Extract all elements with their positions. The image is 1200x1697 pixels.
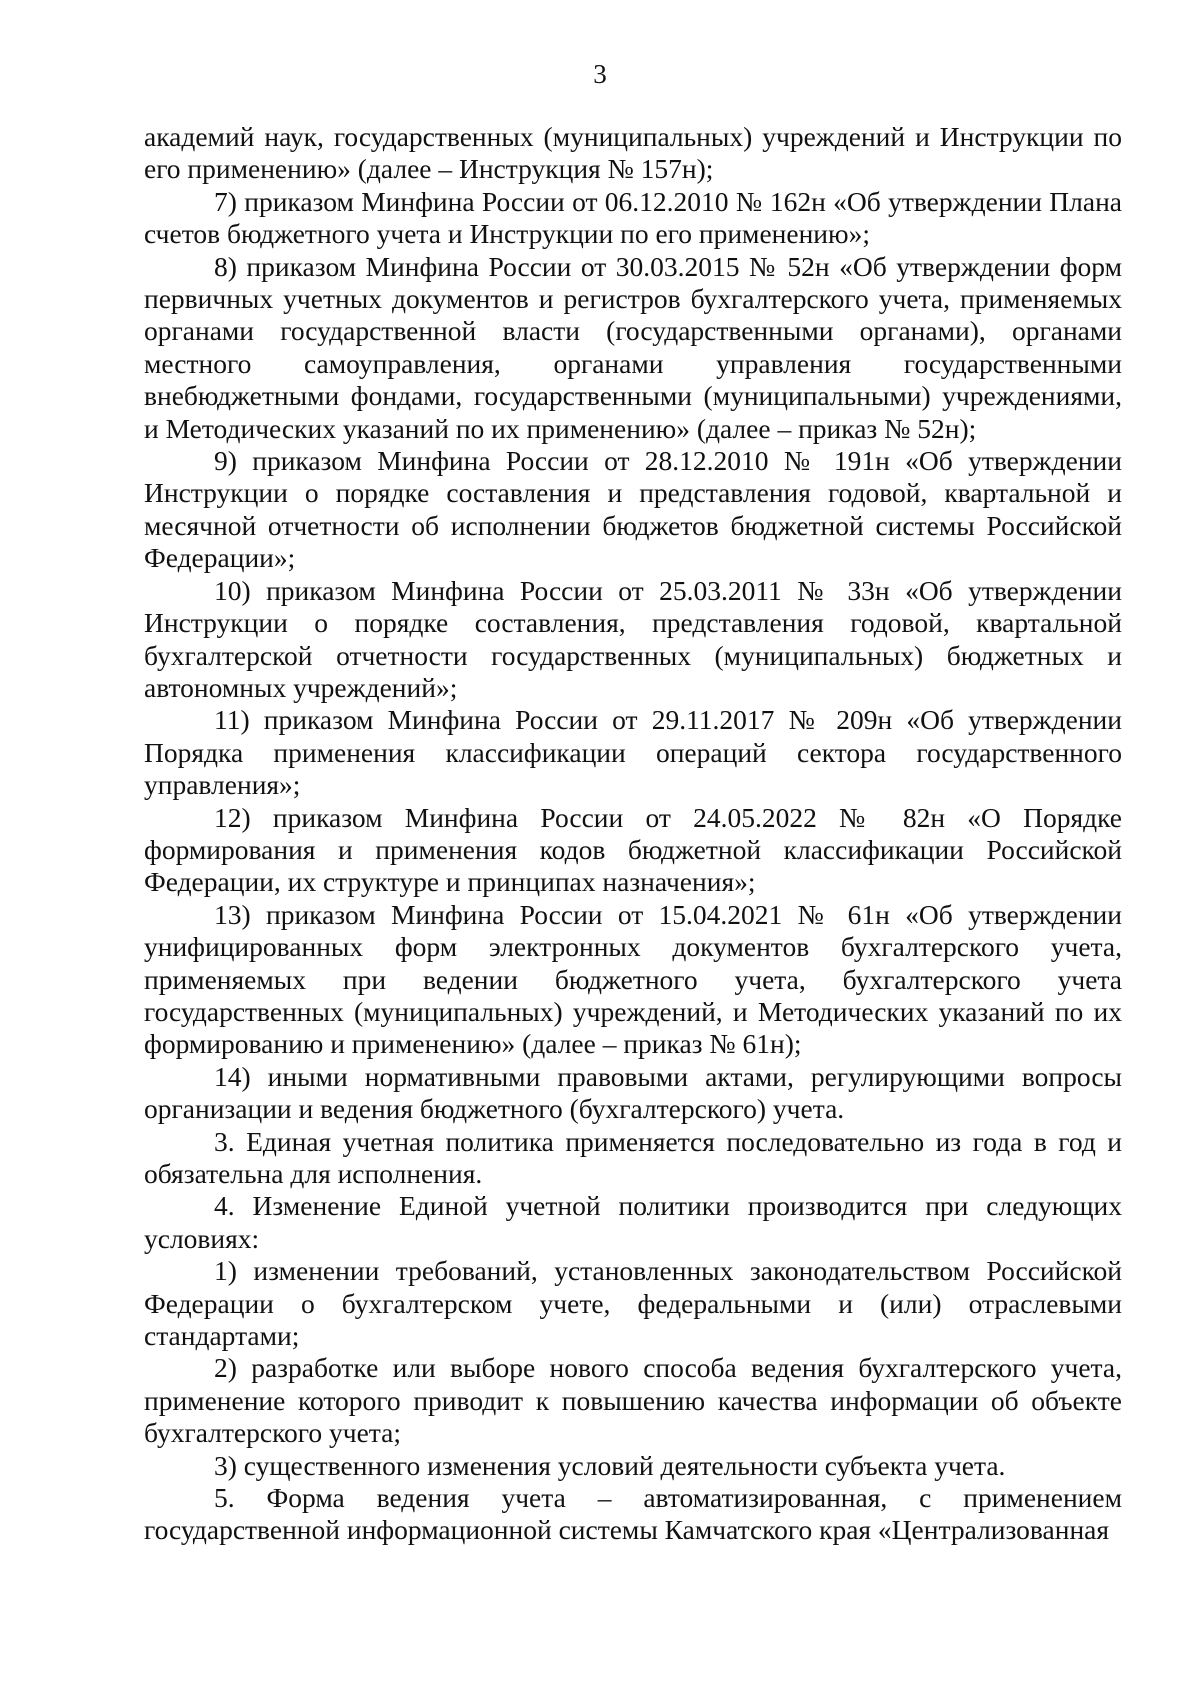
paragraph-condition-1: 1) изменении требований, установленных законодательством Российской Федерации о бухгалтерском учете, федеральными и (или) отраслевыми стандартами; (144, 1255, 1122, 1352)
paragraph-section-4: 4. Изменение Единой учетной политики производится при следующих условиях: (144, 1190, 1122, 1254)
document-body (144, 121, 1122, 1547)
paragraph-item-12: 12) приказом Минфина России от 24.05.2022 № 82н «О Порядке формирования и применения кодов бюджетной классификации Российской Федерации, их структуре и принципах назначения»; (144, 801, 1122, 898)
paragraph-item-9: 9) приказом Минфина России от 28.12.2010 № 191н «Об утверждении Инструкции о порядке составления и представления годовой, квартальной и месячной отчетности об исполнении бюджетов бюджетной системы Российской Федерации»; (144, 445, 1122, 574)
paragraph-section-5: 5. Форма ведения учета – автоматизированная, с применением государственной информационной системы Камчатского края «Централизованная (144, 1482, 1122, 1546)
paragraph-item-13: 13) приказом Минфина России от 15.04.2021 № 61н «Об утверждении унифицированных форм электронных документов бухгалтерского учета, применяемых при ведении бюджетного учета, бухгалтерского учета государственных (муниципальных) учреждений, и Методических указаний по их формированию и применению» (далее – приказ № 61н); (144, 898, 1122, 1060)
paragraph-item-7: 7) приказом Минфина России от 06.12.2010 № 162н «Об утверждении Плана счетов бюджетного учета и Инструкции по его применению»; (144, 185, 1122, 250)
paragraph-condition-2: 2) разработке или выборе нового способа ведения бухгалтерского учета, применение которого приводит к повышению качества информации об объекте бухгалтерского учета; (144, 1352, 1122, 1449)
paragraph-item-14: 14) иными нормативными правовыми актами, регулирующими вопросы организации и ведения бюджетного (бухгалтерского) учета. (144, 1060, 1122, 1125)
page-number: 3 (593, 59, 607, 89)
paragraph-continuation: академий наук, государственных (муниципальных) учреждений и Инструкции по его применению» (далее – Инструкция № 157н); (144, 121, 1122, 185)
paragraph-item-10: 10) приказом Минфина России от 25.03.2011 № 33н «Об утверждении Инструкции о порядке составления, представления годовой, квартальной бухгалтерской отчетности государственных (муниципальных) бюджетных и автономных учреждений»; (144, 574, 1122, 703)
paragraph-condition-3: 3) существенного изменения условий деятельности субъекта учета. (214, 1449, 1006, 1481)
paragraph-item-8: 8) приказом Минфина России от 30.03.2015 № 52н «Об утверждении форм первичных учетных документов и регистров бухгалтерского учета, применяемых органами государственной власти (государственными органами), органами местного самоуправления, органами управления государственными внебюджетными фондами, государственными (муниципальными) учреждениями, и Методических указаний по их применению» (далее – приказ № 52н); (144, 250, 1122, 444)
paragraph-section-3: 3. Единая учетная политика применяется последовательно из года в год и обязательна для исполнения. (144, 1125, 1122, 1189)
paragraph-item-11: 11) приказом Минфина России от 29.11.2017 № 209н «Об утверждении Порядка применения классификации операций сектора государственного управления»; (144, 704, 1122, 801)
